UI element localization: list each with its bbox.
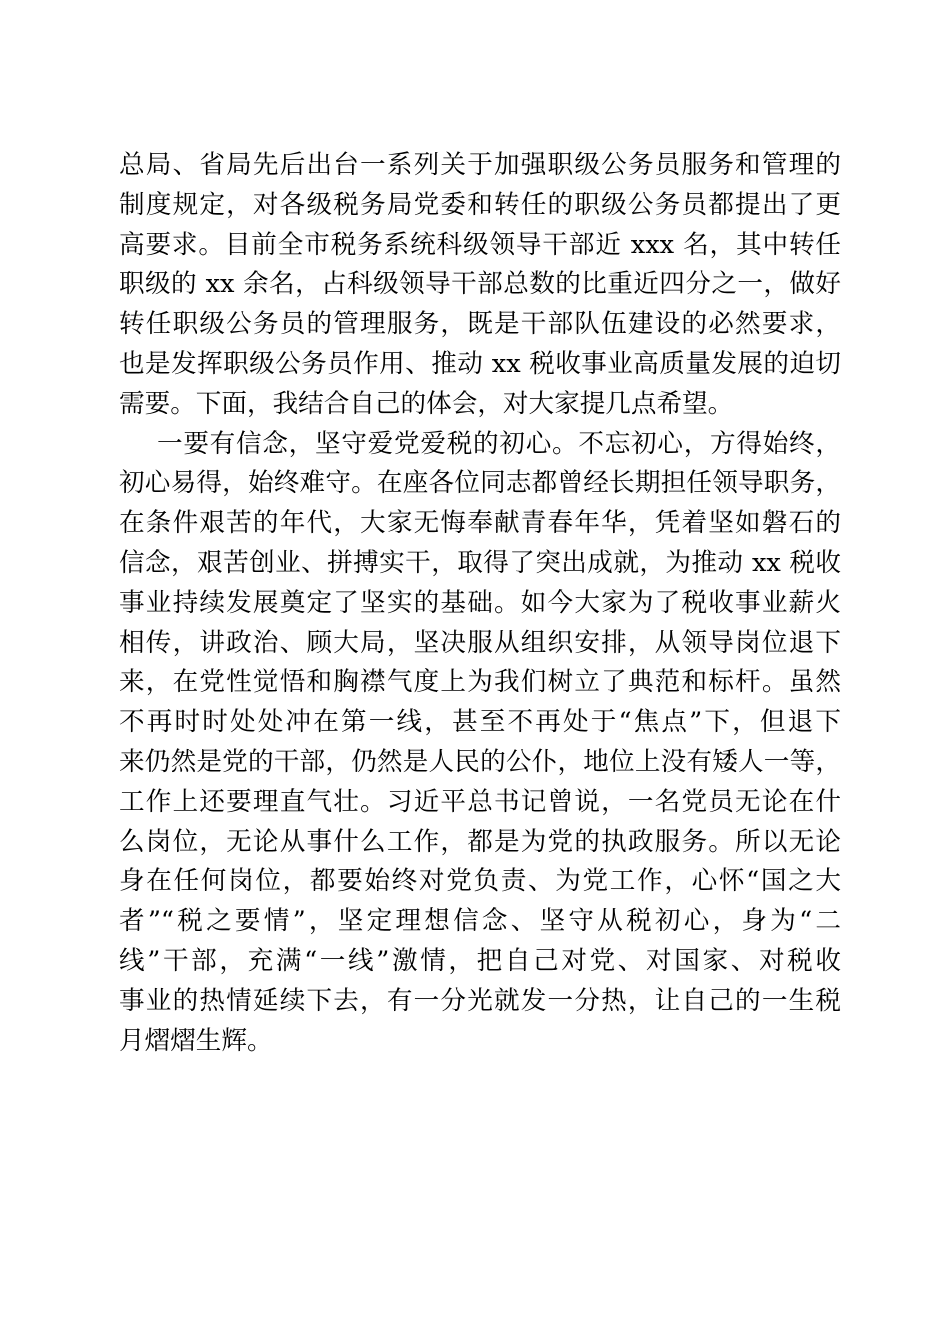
text-line: 在条件艰苦的年代，大家无悔奉献青春年华，凭着坚如磐石的 xyxy=(119,508,841,539)
text-line: 信念，艰苦创业、拼搏实干，取得了突出成就，为推动 xx 税收 xyxy=(119,547,841,578)
text-line: 来，在党性觉悟和胸襟气度上为我们树立了典范和标杆。虽然 xyxy=(119,667,841,698)
text-line: 来仍然是党的干部，仍然是人民的公仆，地位上没有矮人一等， xyxy=(119,746,841,777)
text-line: 事业的热情延续下去，有一分光就发一分热，让自己的一生税 xyxy=(119,985,841,1016)
text-line: 总局、省局先后出台一系列关于加强职级公务员服务和管理的 xyxy=(119,150,841,180)
text-line: 职级的 xx 余名，占科级领导干部总数的比重近四分之一，做好 xyxy=(119,269,841,300)
text-line: 么岗位，无论从事什么工作，都是为党的执政服务。所以无论 xyxy=(119,826,841,857)
document-body xyxy=(119,146,841,1061)
text-line: 一要有信念，坚守爱党爱税的初心。不忘初心，方得始终， xyxy=(157,428,841,459)
text-line: 制度规定，对各级税务局党委和转任的职级公务员都提出了更 xyxy=(119,189,841,220)
paragraph-belief xyxy=(119,425,841,1062)
text-line: 不再时时处处冲在第一线，甚至不再处于“焦点”下，但退下 xyxy=(119,707,841,738)
text-line: 工作上还要理直气壮。习近平总书记曾说，一名党员无论在什 xyxy=(119,786,841,817)
text-line: 需要。下面，我结合自己的体会，对大家提几点希望。 xyxy=(119,388,734,419)
text-line: 线”干部，充满“一线”激情，把自己对党、对国家、对税收 xyxy=(119,945,841,976)
text-line: 者”“税之要情”，坚定理想信念、坚守从税初心，身为“二 xyxy=(119,906,841,937)
text-line: 事业持续发展奠定了坚实的基础。如今大家为了税收事业薪火 xyxy=(119,587,841,618)
text-line: 高要求。目前全市税务系统科级领导干部近 xxx 名，其中转任 xyxy=(119,229,841,260)
text-line: 也是发挥职级公务员作用、推动 xx 税收事业高质量发展的迫切 xyxy=(119,348,841,379)
text-line: 身在任何岗位，都要始终对党负责、为党工作，心怀“国之大 xyxy=(119,866,841,897)
text-line: 月熠熠生辉。 xyxy=(119,1025,273,1056)
text-line: 转任职级公务员的管理服务，既是干部队伍建设的必然要求， xyxy=(119,309,841,340)
paragraph-context xyxy=(119,146,841,425)
text-line: 初心易得，始终难守。在座各位同志都曾经长期担任领导职务， xyxy=(119,468,841,499)
text-line: 相传，讲政治、顾大局，坚决服从组织安排，从领导岗位退下 xyxy=(119,627,841,658)
